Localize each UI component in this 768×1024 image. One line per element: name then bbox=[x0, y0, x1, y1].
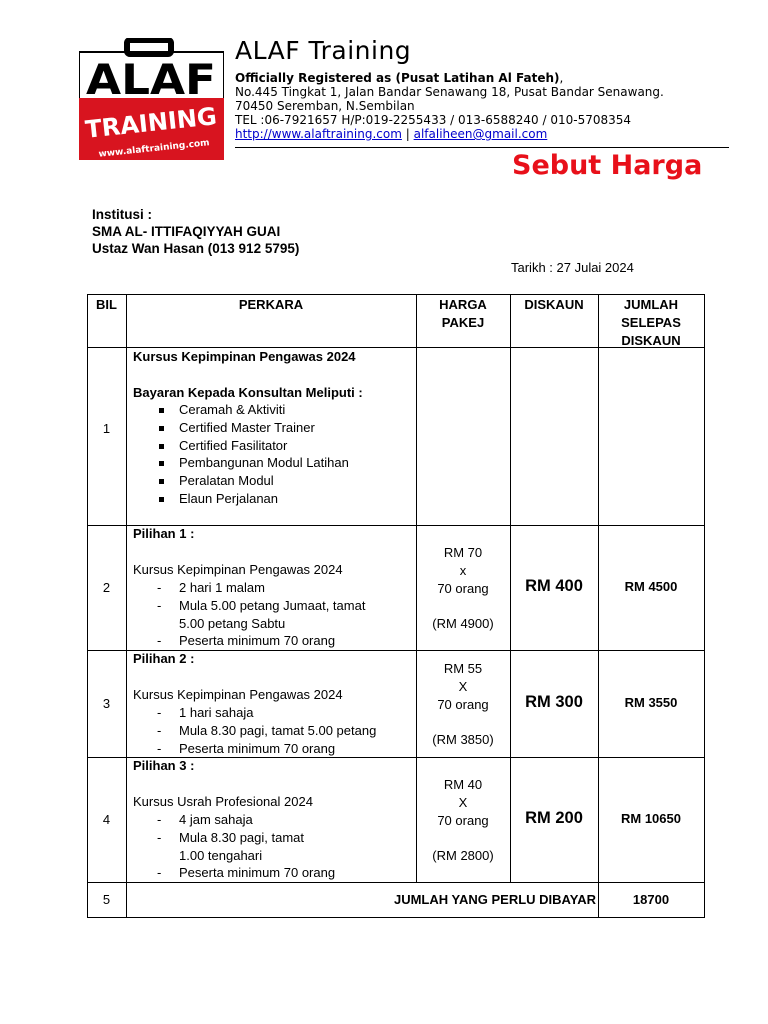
option-2-details bbox=[157, 704, 376, 757]
list-item: - Peserta minimum 70 orang bbox=[157, 740, 336, 756]
logo-top-text: ALAF bbox=[86, 55, 216, 104]
row-1-coverage-list bbox=[157, 401, 407, 508]
logo-url-text: www.alaftraining.com bbox=[98, 138, 211, 160]
option-3-details bbox=[157, 811, 335, 882]
row-2-bil: 2 bbox=[102, 580, 111, 595]
list-item: - Mula 8.30 pagi, tamat bbox=[157, 829, 305, 845]
row-4-bil: 4 bbox=[102, 812, 111, 827]
option-1-course: Kursus Kepimpinan Pengawas 2024 bbox=[133, 562, 343, 577]
option-1-price: RM 70 x 70 orang (RM 4900) bbox=[432, 545, 494, 632]
contact-person: Ustaz Wan Hasan (013 912 5795) bbox=[92, 241, 300, 256]
address-line-2: 70450 Seremban, N.Sembilan bbox=[235, 99, 415, 113]
company-name: ALAF Training bbox=[235, 36, 412, 65]
option-1-discount: RM 400 bbox=[525, 577, 583, 595]
list-item: - Mula 8.30 pagi, tamat 5.00 petang bbox=[157, 722, 377, 738]
option-2-course: Kursus Kepimpinan Pengawas 2024 bbox=[133, 687, 343, 702]
list-item: - 2 hari 1 malam bbox=[157, 580, 265, 595]
logo-middle-text: TRAINING bbox=[83, 102, 218, 144]
list-item: - 1 hari sahaja bbox=[157, 705, 254, 720]
address-line-1: No.445 Tingkat 1, Jalan Bandar Senawang 18, Pusat Bandar Senawang. bbox=[235, 85, 664, 99]
registration-line: Officially Registered as (Pusat Latihan Al Fateh), bbox=[235, 71, 564, 85]
institution-name: SMA AL- ITTIFAQIYYAH GUAI bbox=[92, 224, 281, 239]
row-5-bil: 5 bbox=[102, 892, 111, 907]
list-item: Peralatan Modul bbox=[157, 472, 407, 490]
contact-links bbox=[235, 127, 547, 142]
option-1-heading: Pilihan 1 : bbox=[133, 526, 195, 541]
option-3-heading: Pilihan 3 : bbox=[133, 758, 195, 773]
header-diskaun: DISKAUN bbox=[524, 297, 584, 312]
list-item: 5.00 petang Sabtu bbox=[179, 615, 286, 631]
option-3-course: Kursus Usrah Profesional 2024 bbox=[133, 794, 313, 809]
header-perkara: PERKARA bbox=[238, 297, 304, 312]
list-item: - Peserta minimum 70 orang bbox=[157, 633, 336, 649]
registration-text: Officially Registered as (Pusat Latihan Al Fateh) bbox=[235, 71, 560, 85]
header-jumlah: JUMLAH SELEPAS DISKAUN bbox=[621, 297, 681, 348]
list-item: Elaun Perjalanan bbox=[157, 490, 407, 508]
list-item: - Peserta minimum 70 orang bbox=[157, 865, 336, 881]
option-3-price: RM 40 X 70 orang (RM 2800) bbox=[432, 777, 494, 864]
row-3-bil: 3 bbox=[102, 696, 111, 711]
document-title: Sebut Harga bbox=[512, 150, 703, 181]
option-3-discount: RM 200 bbox=[525, 809, 583, 827]
header-bil: BIL bbox=[96, 297, 117, 312]
option-2-heading: Pilihan 2 : bbox=[133, 651, 195, 666]
list-item: 1.00 tengahari bbox=[179, 847, 263, 863]
option-2-discount: RM 300 bbox=[525, 693, 583, 711]
telephone-line: TEL :06-7921657 H/P:019-2255433 / 013-6588240 / 010-5708354 bbox=[235, 113, 632, 127]
list-item: Certified Fasilitator bbox=[157, 437, 407, 455]
website-link[interactable]: http://www.alaftraining.com bbox=[235, 127, 402, 141]
option-3-total: RM 10650 bbox=[621, 811, 681, 826]
list-item: Ceramah & Aktiviti bbox=[157, 401, 407, 419]
email-link[interactable]: alfaliheen@gmail.com bbox=[413, 127, 548, 141]
institution-label: Institusi : bbox=[92, 207, 152, 222]
row-1-subtitle: Bayaran Kepada Konsultan Meliputi : bbox=[133, 385, 363, 400]
row-1-title: Kursus Kepimpinan Pengawas 2024 bbox=[133, 349, 356, 364]
link-separator: | bbox=[405, 127, 410, 141]
header-divider bbox=[235, 147, 729, 148]
list-item: - 4 jam sahaja bbox=[157, 812, 253, 827]
grand-total-label: JUMLAH YANG PERLU DIBAYAR bbox=[393, 892, 596, 907]
row-1-bil: 1 bbox=[102, 421, 111, 436]
list-item: - Mula 5.00 petang Jumaat, tamat bbox=[157, 597, 366, 613]
alaf-training-logo bbox=[79, 38, 224, 160]
header-harga: HARGA PAKEJ bbox=[439, 297, 487, 330]
option-1-details bbox=[157, 579, 365, 650]
list-item: Pembangunan Modul Latihan bbox=[157, 454, 407, 472]
list-item: Certified Master Trainer bbox=[157, 419, 407, 437]
option-1-total: RM 4500 bbox=[624, 579, 678, 594]
grand-total-value: 18700 bbox=[632, 892, 670, 907]
option-2-total: RM 3550 bbox=[624, 695, 678, 710]
quotation-table bbox=[87, 294, 705, 918]
option-2-price: RM 55 X 70 orang (RM 3850) bbox=[432, 661, 494, 748]
quotation-date: Tarikh : 27 Julai 2024 bbox=[511, 260, 634, 275]
